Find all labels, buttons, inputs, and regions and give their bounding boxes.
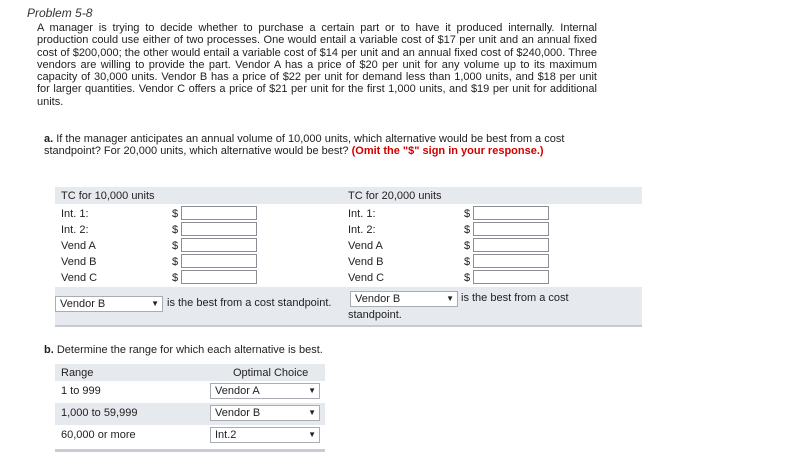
tc10-row-label: Int. 1: <box>61 208 89 220</box>
tc10-header: TC for 10,000 units <box>61 190 155 202</box>
part-b-label: b. <box>44 344 54 356</box>
currency-symbol: $ <box>172 272 179 284</box>
currency-symbol: $ <box>172 224 179 236</box>
tc10-int2-input[interactable] <box>181 222 257 236</box>
tc10-int1-input[interactable] <box>181 206 257 220</box>
currency-symbol: $ <box>172 240 179 252</box>
tc10-best-select[interactable] <box>55 296 163 312</box>
tc20-vend-c-input[interactable] <box>473 270 549 284</box>
tc20-best-select[interactable] <box>350 291 458 307</box>
part-b-question <box>44 344 323 356</box>
tc20-int1-input[interactable] <box>473 206 549 220</box>
currency-symbol: $ <box>464 256 471 268</box>
range-col-header: Range <box>61 367 94 379</box>
range-3-choice-select[interactable] <box>210 427 320 443</box>
range-1-choice: Vendor A <box>215 385 260 397</box>
panel-divider <box>55 325 642 327</box>
tc20-header: TC for 20,000 units <box>348 190 442 202</box>
tc10-best-text: is the best from a cost standpoint. <box>167 297 332 309</box>
currency-symbol: $ <box>464 240 471 252</box>
part-a-label: a. <box>44 133 54 145</box>
currency-symbol: $ <box>172 208 179 220</box>
currency-symbol: $ <box>464 272 471 284</box>
tc10-row-label: Vend C <box>61 272 98 284</box>
tc20-int2-input[interactable] <box>473 222 549 236</box>
tc20-row-label: Vend C <box>348 272 385 284</box>
tc20-best-text-cont: standpoint. <box>348 309 402 321</box>
problem-intro: A manager is trying to decide whether to purchase a certain part or to have it produced internally. Internal production could use either of two processes. One would entail a variable cost of $17 per unit and an annual fixed cost of $200,000; the other would entail a variable cost of $14 per unit and an annual fixed cost of $240,000. Three vendors are willing to provide the part. Vendor A has a price of $20 per unit for any volume up to its maximum capacity of 30,000 units. Vendor B has a price of $22 per unit for demand less than 1,000 units, and $18 per unit for larger quantities. Vendor C offers a price of $21 per unit for the first 1,000 units, and $19 per unit for additional units. <box>37 22 597 108</box>
dropdown-arrow-icon: ▼ <box>308 386 316 395</box>
range-3-choice: Int.2 <box>215 429 237 441</box>
tc20-vend-a-input[interactable] <box>473 238 549 252</box>
tc10-vend-c-input[interactable] <box>181 270 257 284</box>
currency-symbol: $ <box>172 256 179 268</box>
tc10-row-label: Int. 2: <box>61 224 89 236</box>
dropdown-arrow-icon: ▼ <box>308 430 316 439</box>
tc20-best-selected: Vendor B <box>355 293 401 305</box>
tc10-best-selected: Vendor B <box>60 298 106 310</box>
problem-title: Problem 5-8 <box>27 6 93 20</box>
total-cost-panel <box>55 187 642 327</box>
range-choice-table <box>55 364 325 454</box>
tc10-row-label: Vend B <box>61 256 97 268</box>
tc20-row-label: Int. 2: <box>348 224 376 236</box>
range-2-choice-select[interactable] <box>210 405 320 421</box>
dropdown-arrow-icon: ▼ <box>151 299 159 308</box>
part-b-text: Determine the range for which each alternative is best. <box>56 344 323 356</box>
tc10-vend-b-input[interactable] <box>181 254 257 268</box>
part-a-question <box>44 133 600 158</box>
part-a-text: If the manager anticipates an annual volume of 10,000 units, which alternative would be best from a cost standpoint? For 20,000 units, which alternative would be best? <box>44 133 565 158</box>
part-a-hint: (Omit the "$" sign in your response.) <box>351 145 544 158</box>
tc20-row-label: Vend A <box>348 240 383 252</box>
range-table-divider <box>55 449 325 452</box>
tc20-row-label: Int. 1: <box>348 208 376 220</box>
range-value: 60,000 or more <box>61 429 136 441</box>
range-value: 1 to 999 <box>61 385 101 397</box>
tc20-best-text: is the best from a cost <box>461 292 569 304</box>
tc10-vend-a-input[interactable] <box>181 238 257 252</box>
choice-col-header: Optimal Choice <box>233 367 309 379</box>
dropdown-arrow-icon: ▼ <box>446 294 454 303</box>
range-1-choice-select[interactable] <box>210 383 320 399</box>
tc10-row-label: Vend A <box>61 240 96 252</box>
range-value: 1,000 to 59,999 <box>61 407 138 419</box>
range-2-choice: Vendor B <box>215 407 261 419</box>
currency-symbol: $ <box>464 224 471 236</box>
dropdown-arrow-icon: ▼ <box>308 408 316 417</box>
currency-symbol: $ <box>464 208 471 220</box>
tc20-vend-b-input[interactable] <box>473 254 549 268</box>
tc20-row-label: Vend B <box>348 256 384 268</box>
